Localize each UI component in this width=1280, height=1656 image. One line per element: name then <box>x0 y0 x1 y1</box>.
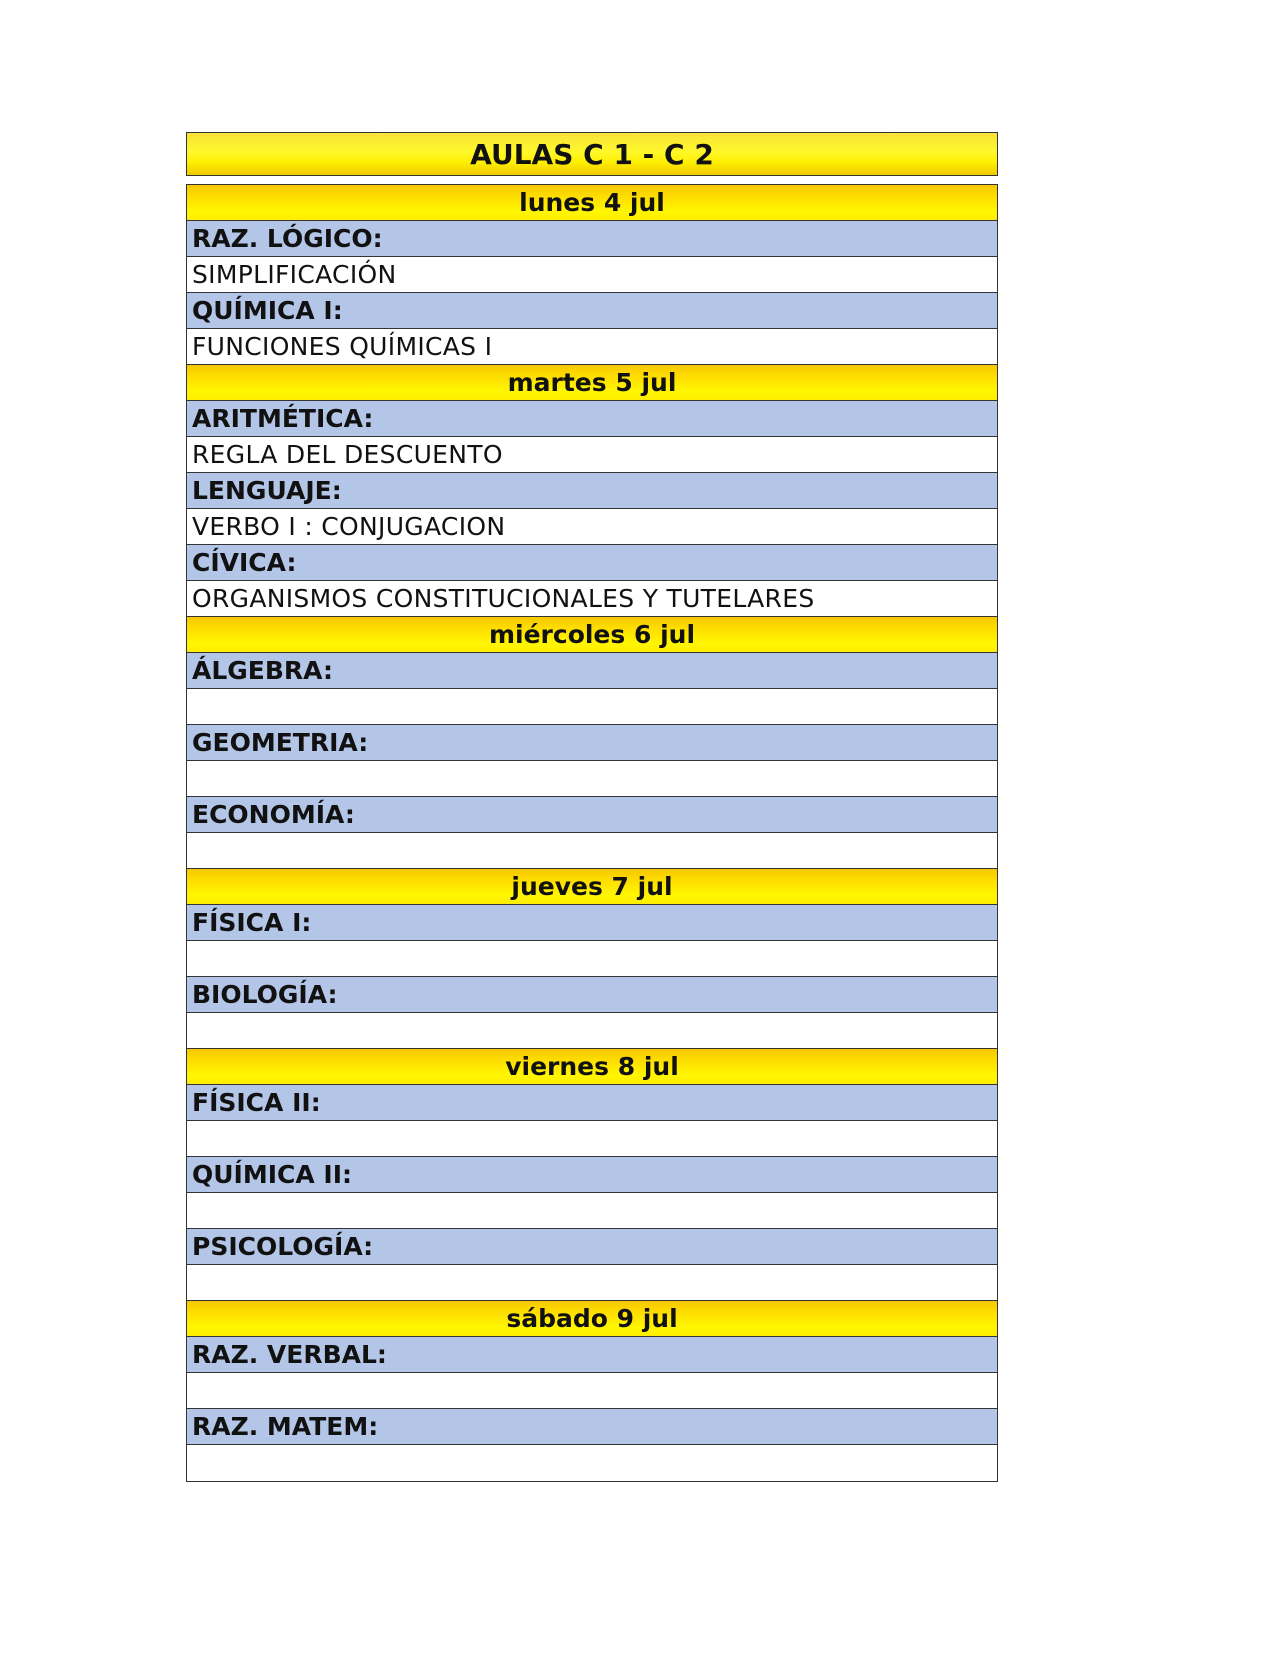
course-topic: ORGANISMOS CONSTITUCIONALES Y TUTELARES <box>187 581 997 617</box>
course-topic <box>187 1013 997 1049</box>
day-header: martes 5 jul <box>187 365 997 401</box>
day-header: sábado 9 jul <box>187 1301 997 1337</box>
course-name: GEOMETRIA: <box>187 725 997 761</box>
page-title: AULAS C 1 - C 2 <box>186 132 998 176</box>
course-name: LENGUAJE: <box>187 473 997 509</box>
day-header: miércoles 6 jul <box>187 617 997 653</box>
day-header: viernes 8 jul <box>187 1049 997 1085</box>
course-name: PSICOLOGÍA: <box>187 1229 997 1265</box>
course-topic: FUNCIONES QUÍMICAS I <box>187 329 997 365</box>
course-name: BIOLOGÍA: <box>187 977 997 1013</box>
course-topic: VERBO I : CONJUGACION <box>187 509 997 545</box>
course-topic <box>187 689 997 725</box>
schedule-grid <box>186 184 998 1482</box>
course-topic <box>187 1265 997 1301</box>
day-header: jueves 7 jul <box>187 869 997 905</box>
course-topic <box>187 1193 997 1229</box>
course-name: RAZ. MATEM: <box>187 1409 997 1445</box>
course-name: QUÍMICA II: <box>187 1157 997 1193</box>
course-name: RAZ. LÓGICO: <box>187 221 997 257</box>
course-name: QUÍMICA I: <box>187 293 997 329</box>
course-topic <box>187 1445 997 1481</box>
course-topic: REGLA DEL DESCUENTO <box>187 437 997 473</box>
day-header: lunes 4 jul <box>187 185 997 221</box>
course-name: FÍSICA I: <box>187 905 997 941</box>
course-name: ARITMÉTICA: <box>187 401 997 437</box>
course-topic <box>187 833 997 869</box>
course-topic <box>187 1373 997 1409</box>
course-topic <box>187 1121 997 1157</box>
course-name: RAZ. VERBAL: <box>187 1337 997 1373</box>
course-topic <box>187 761 997 797</box>
course-name: ECONOMÍA: <box>187 797 997 833</box>
course-topic <box>187 941 997 977</box>
course-name: CÍVICA: <box>187 545 997 581</box>
schedule-sheet <box>186 132 998 1482</box>
course-name: ÁLGEBRA: <box>187 653 997 689</box>
course-topic: SIMPLIFICACIÓN <box>187 257 997 293</box>
course-name: FÍSICA II: <box>187 1085 997 1121</box>
